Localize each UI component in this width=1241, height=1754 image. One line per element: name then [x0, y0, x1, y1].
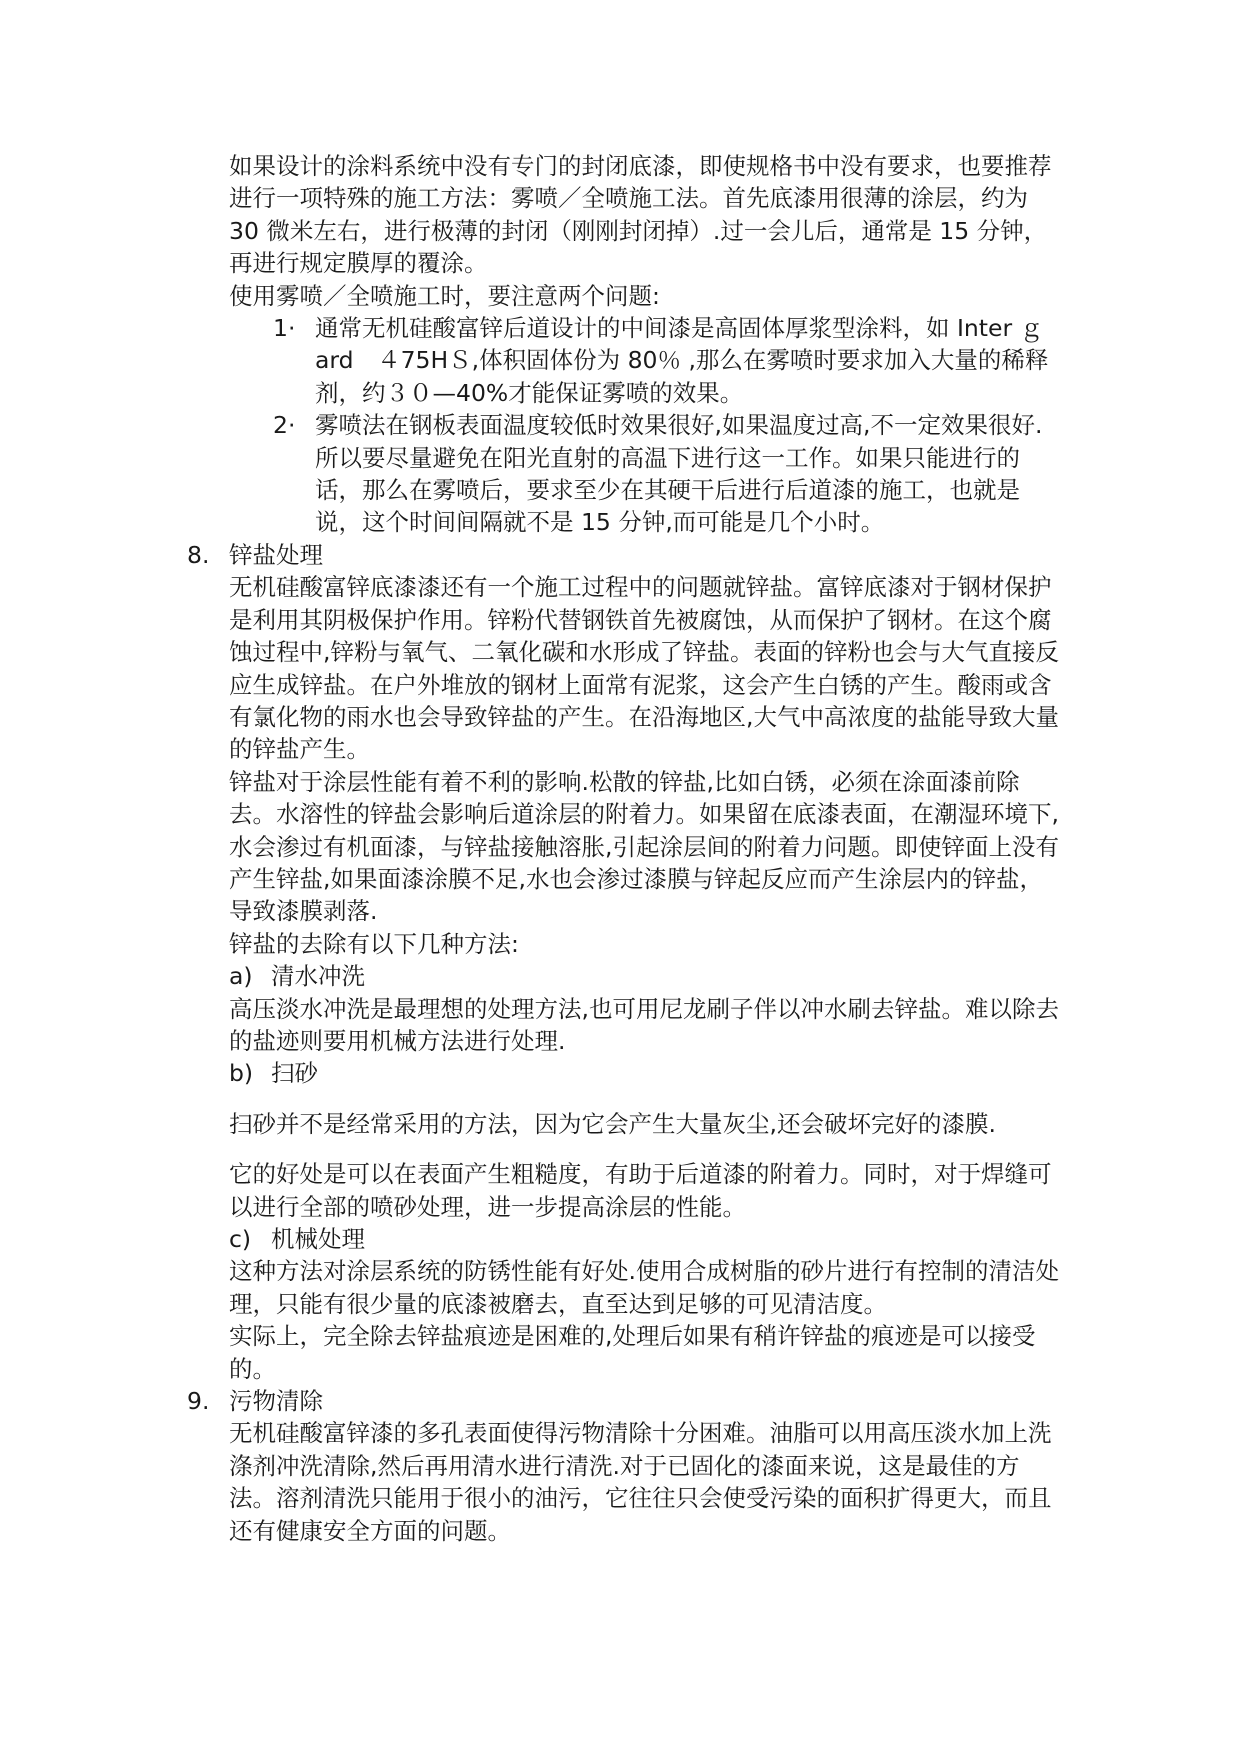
subsection-title: 清水冲洗 [271, 962, 365, 991]
subsection-a-heading [229, 960, 1059, 992]
section-8-heading [187, 539, 1059, 571]
subsection-label: a) [229, 962, 253, 991]
section-number: 9. [187, 1387, 210, 1416]
item-number: 1· [273, 314, 296, 343]
section-8-paragraph-1: 无机硅酸富锌底漆漆还有一个施工过程中的问题就锌盐。富锌底漆对于钢材保护是利用其阴极保护作用。锌粉代替钢铁首先被腐蚀，从而保护了钢材。在这个腐蚀过程中,锌粉与氧气、二氧化碳和水形成了锌盐。表面的锌粉也会与大气直接反应生成锌盐。在户外堆放的钢材上面常有泥浆，这会产生白锈的产生。酸雨或含有氯化物的雨水也会导致锌盐的产生。在沿海地区,大气中高浓度的盐能导致大量的锌盐产生。 [229, 573, 1059, 764]
item-number: 2· [273, 411, 296, 440]
section-9-paragraph-1: 无机硅酸富锌漆的多孔表面使得污物清除十分困难。油脂可以用高压淡水加上洗涤剂冲洗清除,然后再用清水进行清洗.对于已固化的漆面来说，这是最佳的方法。溶剂清洗只能用于很小的油污，它往往只会使受污染的面积扩得更大，而且还有健康安全方面的问题。 [229, 1419, 1052, 1545]
intro-question-line: 使用雾喷／全喷施工时，要注意两个问题: [229, 281, 660, 310]
subsection-b-heading [229, 1057, 1059, 1089]
numbered-item-1 [273, 312, 1059, 409]
item-text: 雾喷法在钢板表面温度较低时效果很好,如果温度过高,不一定效果很好.所以要尽量避免在阳光直射的高温下进行这一工作。如果只能进行的话，那么在雾喷后，要求至少在其硬干后进行后道漆的施工，也就是说，这个时间间隔就不是 15 分钟,而可能是几个小时。 [315, 411, 1043, 537]
subsection-label: c) [229, 1225, 252, 1253]
section-8-paragraph-3: 锌盐的去除有以下几种方法: [229, 929, 519, 958]
item-text: 通常无机硅酸富锌后道设计的中间漆是高固体厚浆型涂料，如 Inter ｇard ４75HＳ,体积固体份为 80％ ,那么在雾喷时要求加入大量的稀释剂，约３０—40%才能保证雾喷的效果。 [315, 314, 1049, 407]
section-8-paragraph-2: 锌盐对于涂层性能有着不利的影响.松散的锌盐,比如白锈，必须在涂面漆前除去。水溶性的锌盐会影响后道涂层的附着力。如果留在底漆表面，在潮湿环境下,水会渗过有机面漆，与锌盐接触溶胀,引起涂层间的附着力问题。即使锌面上没有产生锌盐,如果面漆涂膜不足,水也会渗过漆膜与锌起反应而产生涂层内的锌盐，导致漆膜剥落. [229, 767, 1059, 926]
section-title: 污物清除 [229, 1387, 323, 1416]
subsection-a-text: 高压淡水冲洗是最理想的处理方法,也可用尼龙刷子伴以冲水刷去锌盐。难以除去的盐迹则要用机械方法进行处理. [229, 994, 1059, 1055]
section-9-heading [187, 1385, 1059, 1417]
subsection-title: 机械处理 [271, 1225, 365, 1253]
subsection-c-text-2: 实际上，完全除去锌盐痕迹是困难的,处理后如果有稍许锌盐的痕迹是可以接受的。 [229, 1322, 1036, 1383]
subsection-c-text-1: 这种方法对涂层系统的防锈性能有好处.使用合成树脂的砂片进行有控制的清洁处理，只能有很少量的底漆被磨去，直至达到足够的可见清洁度。 [229, 1257, 1059, 1318]
section-title: 锌盐处理 [229, 540, 323, 569]
numbered-item-2 [273, 409, 1059, 539]
document-body [187, 150, 1059, 1547]
subsection-b-text-1: 扫砂并不是经常采用的方法，因为它会产生大量灰尘,还会破坏完好的漆膜. [229, 1109, 996, 1138]
subsection-c-heading [229, 1223, 1059, 1255]
subsection-label: b) [229, 1059, 254, 1088]
intro-paragraph: 如果设计的涂料系统中没有专门的封闭底漆，即使规格书中没有要求，也要推荐进行一项特殊的施工方法：雾喷／全喷施工法。首先底漆用很薄的涂层，约为 30 微米左右，进行极薄的封闭（刚刚封闭掉）.过一会儿后，通常是 15 分钟，再进行规定膜厚的覆涂。 [229, 152, 1052, 278]
section-number: 8. [187, 540, 210, 569]
subsection-title: 扫砂 [271, 1059, 318, 1088]
subsection-b-text-2: 它的好处是可以在表面产生粗糙度，有助于后道漆的附着力。同时，对于焊缝可以进行全部的喷砂处理，进一步提高涂层的性能。 [229, 1160, 1052, 1221]
